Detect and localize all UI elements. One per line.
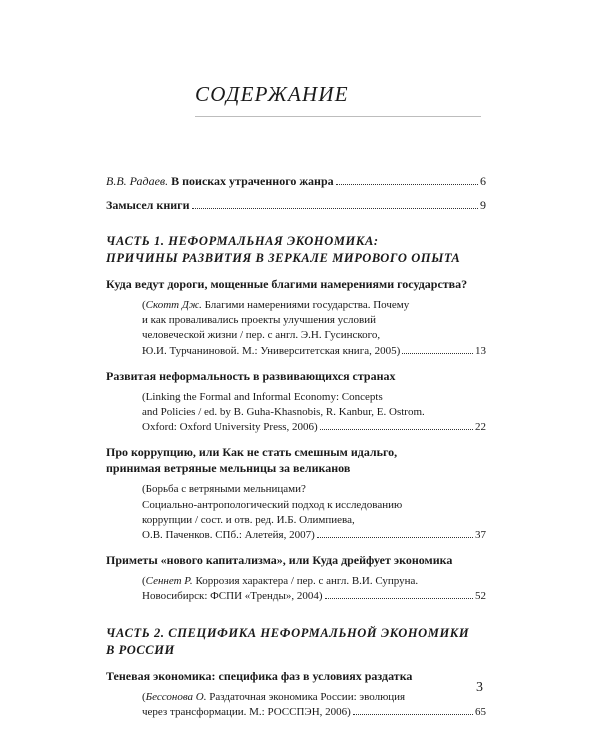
entry-page-number: 13 bbox=[475, 344, 486, 357]
toc-chapter[interactable] bbox=[106, 368, 486, 436]
page-number: 3 bbox=[476, 680, 483, 695]
toc-chapter[interactable] bbox=[106, 552, 486, 604]
source-author: Скотт Дж. bbox=[145, 299, 202, 311]
dot-leader bbox=[325, 598, 473, 599]
toc-entry-concept[interactable] bbox=[106, 198, 486, 213]
toc-chapter[interactable] bbox=[106, 276, 486, 359]
chapter-source: (Бессонова О. Раздаточная экономика России: эволюция через трансформации. М.: РОССПЭН, 2006) 65 bbox=[142, 690, 486, 720]
dot-leader bbox=[317, 537, 473, 538]
part-2-heading: ЧАСТЬ 2. СПЕЦИФИКА НЕФОРМАЛЬНОЙ ЭКОНОМИКИ В РОССИИ bbox=[106, 625, 470, 657]
dot-leader bbox=[402, 353, 473, 354]
entry-page-number: 37 bbox=[475, 529, 486, 542]
dot-leader bbox=[320, 429, 473, 430]
chapter-title: Развитая неформальность в развивающихся странах bbox=[106, 368, 396, 383]
chapter-title: Про коррупцию, или Как не стать смешным идальго, принимая ветряные мельницы за великанов bbox=[106, 445, 398, 476]
title-rule bbox=[195, 116, 481, 117]
table-of-contents bbox=[106, 174, 486, 720]
toc-entry-intro[interactable] bbox=[106, 174, 486, 189]
entry-page-number: 22 bbox=[475, 421, 486, 434]
chapter-source: (Linking the Formal and Informal Economy: Concepts and Policies / ed. by B. Guha-Khasnobis, R. Kanbur, E. Ostrom. Oxford: Oxford University Press, 2006) 22 bbox=[142, 390, 486, 436]
chapter-source: (Борьба с ветряными мельницами? Социально-антропологический подход к исследованию коррупции / сост. и отв. ред. И.Б. Олимпиева, О.В. Паченков. СПб.: Алетейя, 2007) 37 bbox=[142, 482, 486, 543]
entry-page-number: 9 bbox=[480, 198, 486, 212]
chapter-source: (Скотт Дж. Благими намерениями государства. Почему и как проваливались проекты улучшения условий человеческой жизни / пер. с англ. Э.Н. Гусинского, Ю.И. Турчаниновой. М.: Университетская книга, 2005) 13 bbox=[142, 298, 486, 359]
dot-leader bbox=[192, 208, 478, 209]
chapter-title: Приметы «нового капитализма», или Куда дрейфует экономика bbox=[106, 553, 453, 568]
entry-title: Замысел книги bbox=[106, 198, 190, 212]
source-author: Сеннет Р. bbox=[145, 575, 193, 588]
toc-chapter[interactable] bbox=[106, 444, 486, 543]
source-author: Бессонова О. bbox=[145, 690, 207, 703]
chapter-title: Теневая экономика: специфика фаз в условиях раздатка bbox=[106, 668, 413, 683]
dot-leader bbox=[336, 184, 478, 185]
entry-page-number: 52 bbox=[475, 590, 486, 603]
entry-page-number: 6 bbox=[480, 174, 486, 188]
page-title: СОДЕРЖАНИЕ bbox=[195, 82, 349, 106]
chapter-title: Куда ведут дороги, мощенные благими намерениями государства? bbox=[106, 277, 468, 291]
entry-page-number: 65 bbox=[475, 705, 486, 718]
dot-leader bbox=[353, 714, 473, 715]
chapter-source: (Сеннет Р. Коррозия характера / пер. с англ. В.И. Супруна. Новосибирск: ФСПИ «Тренды», 2004) 52 bbox=[142, 574, 486, 604]
toc-chapter[interactable] bbox=[106, 668, 486, 720]
part-1-heading: ЧАСТЬ 1. НЕФОРМАЛЬНАЯ ЭКОНОМИКА: ПРИЧИНЫ РАЗВИТИЯ В ЗЕРКАЛЕ МИРОВОГО ОПЫТА bbox=[106, 234, 461, 265]
entry-title: В поисках утраченного жанра bbox=[171, 174, 334, 188]
entry-author: В.В. Радаев. bbox=[106, 174, 169, 188]
